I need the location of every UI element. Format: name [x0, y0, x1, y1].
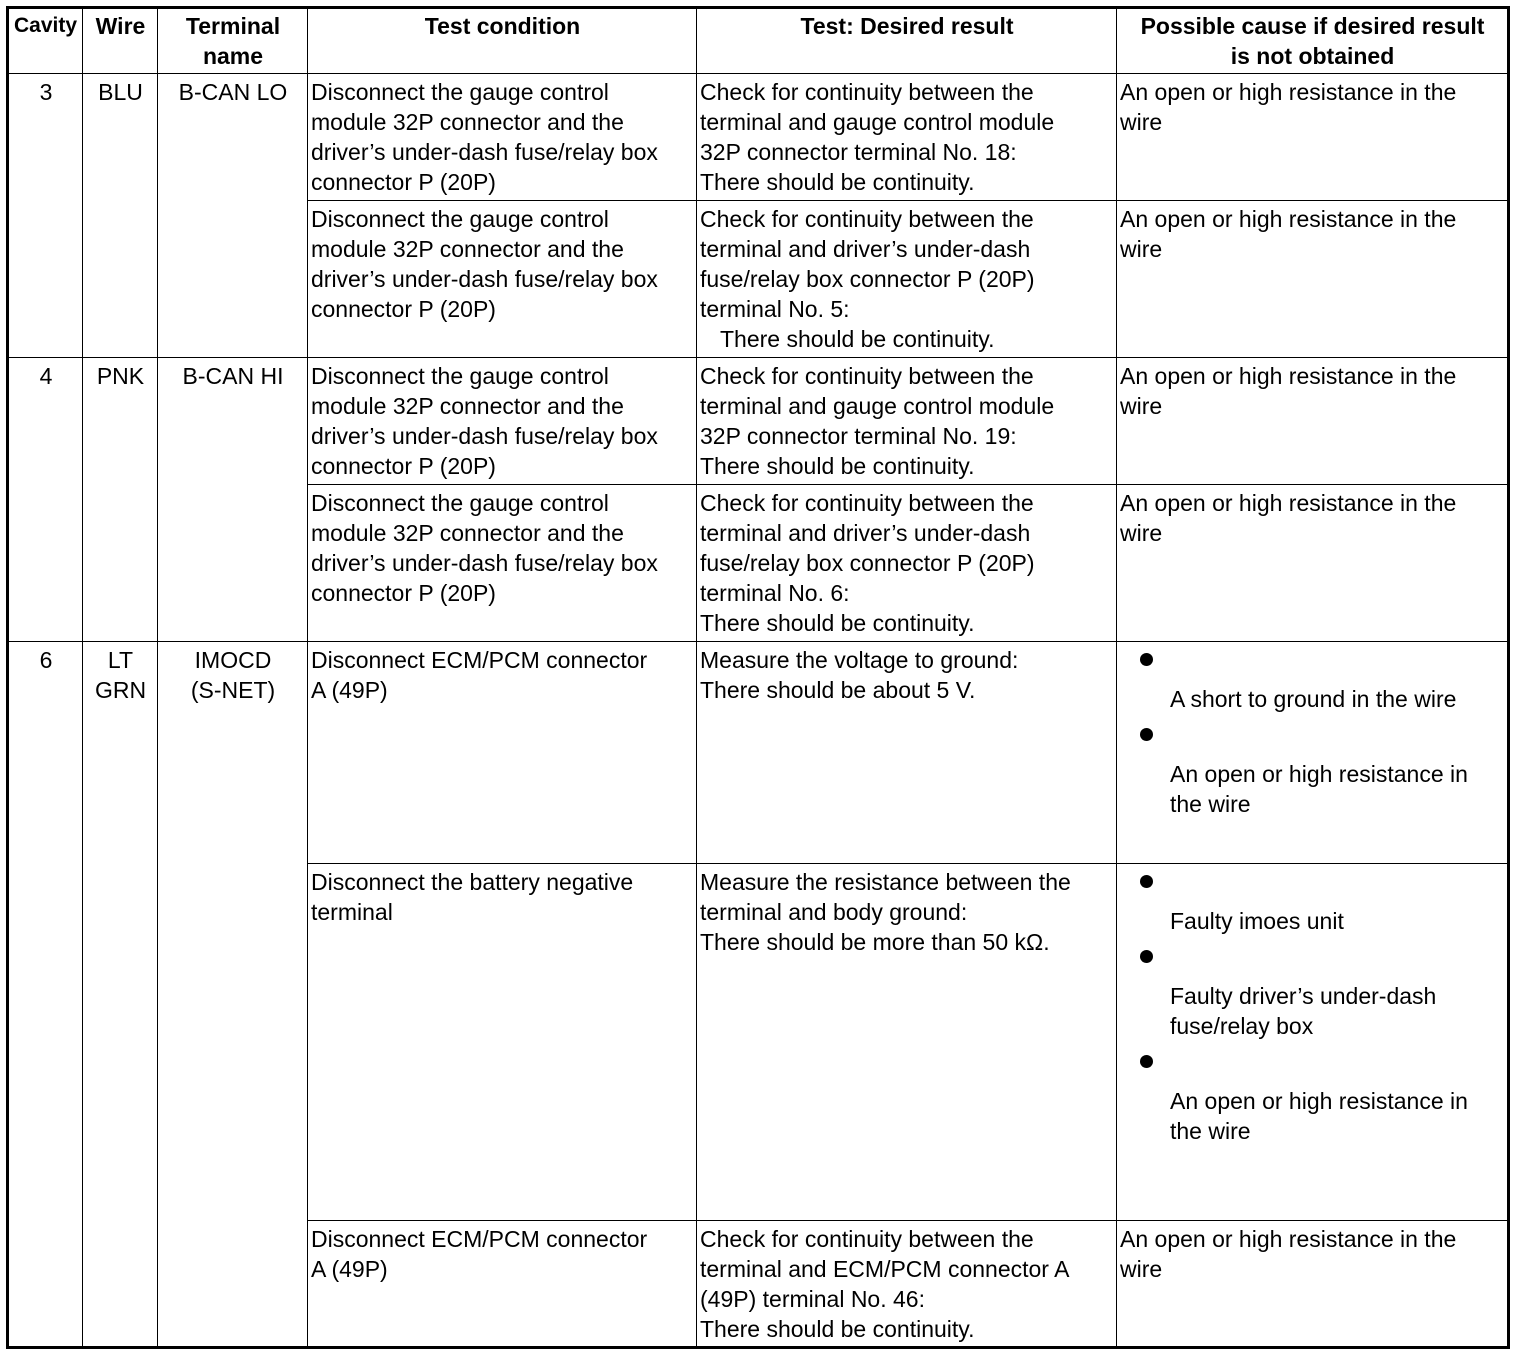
- cause-cell: [1117, 1221, 1509, 1348]
- cause-text: [1120, 906, 1505, 936]
- result-cell: [697, 485, 1117, 642]
- condition-line: driver’s under-dash fuse/relay box: [311, 266, 658, 292]
- cause-cell: [1117, 358, 1509, 485]
- result-cell: [697, 74, 1117, 201]
- result-line: terminal and body ground:: [700, 899, 968, 925]
- cavity-cell: 3: [8, 74, 83, 358]
- wire-line: LT: [107, 647, 134, 673]
- header-possible-cause: [1117, 8, 1509, 74]
- result-line: Measure the voltage to ground:: [700, 647, 1019, 673]
- condition-line: A (49P): [311, 1256, 388, 1282]
- cause-list-item: [1120, 875, 1505, 936]
- result-line: There should be about 5 V.: [700, 677, 976, 703]
- result-line: terminal and ECM/PCM connector A: [700, 1256, 1070, 1282]
- wire-cell: [83, 642, 158, 1348]
- cause-cell: [1117, 485, 1509, 642]
- cause-text: [1120, 981, 1505, 1041]
- bullet-icon: [1140, 1055, 1153, 1068]
- condition-line: connector P (20P): [311, 296, 496, 322]
- cause-line: wire: [1120, 1256, 1163, 1282]
- cause-list: [1120, 653, 1505, 819]
- condition-line: module 32P connector and the: [311, 236, 624, 262]
- condition-cell: [308, 864, 697, 1221]
- result-line: Check for continuity between the: [700, 79, 1034, 105]
- cause-line: the wire: [1170, 791, 1251, 817]
- condition-cell: [308, 201, 697, 358]
- bullet-icon: [1140, 950, 1153, 963]
- cause-cell: [1117, 201, 1509, 358]
- wire-test-table: [6, 6, 1510, 1349]
- result-cell: [697, 642, 1117, 864]
- condition-line: A (49P): [311, 677, 388, 703]
- terminal-line: B-CAN LO: [178, 79, 288, 105]
- header-terminal-line: name: [202, 43, 264, 69]
- cause-list-item: [1120, 950, 1505, 1041]
- bullet-icon: [1140, 875, 1153, 888]
- result-line: Measure the resistance between the: [700, 869, 1071, 895]
- result-cell: [697, 1221, 1117, 1348]
- cause-line: An open or high resistance in the: [1120, 490, 1457, 516]
- result-line: 32P connector terminal No. 19:: [700, 423, 1017, 449]
- result-line: terminal and driver’s under-dash: [700, 236, 1031, 262]
- condition-line: Disconnect the gauge control: [311, 490, 609, 516]
- header-cavity: Cavity: [8, 8, 83, 74]
- result-line: terminal No. 5:: [700, 296, 850, 322]
- condition-line: connector P (20P): [311, 169, 496, 195]
- cavity-cell: 6: [8, 642, 83, 1348]
- condition-line: Disconnect the gauge control: [311, 363, 609, 389]
- cause-text: [1120, 684, 1505, 714]
- result-line: Check for continuity between the: [700, 363, 1034, 389]
- header-desired-result: Test: Desired result: [697, 8, 1117, 74]
- condition-cell: [308, 74, 697, 201]
- result-line: Check for continuity between the: [700, 490, 1034, 516]
- terminal-line: B-CAN HI: [182, 363, 284, 389]
- table-row: [8, 74, 1509, 201]
- terminal-line: (S-NET): [190, 677, 276, 703]
- result-line: There should be continuity.: [700, 169, 975, 195]
- cause-line: An open or high resistance in: [1170, 1088, 1468, 1114]
- table-header: [8, 8, 1509, 74]
- cause-line: Faulty imoes unit: [1170, 908, 1344, 934]
- header-test-condition: Test condition: [308, 8, 697, 74]
- cause-line: Faulty driver’s under-dash: [1170, 983, 1437, 1009]
- cause-line: wire: [1120, 109, 1163, 135]
- condition-line: module 32P connector and the: [311, 520, 624, 546]
- condition-line: terminal: [311, 899, 393, 925]
- result-line: terminal and gauge control module: [700, 109, 1055, 135]
- result-line: 32P connector terminal No. 18:: [700, 139, 1017, 165]
- cause-text: [1120, 759, 1505, 819]
- result-line: Check for continuity between the: [700, 1226, 1034, 1252]
- cause-line: wire: [1120, 236, 1163, 262]
- wire-cell: [83, 358, 158, 642]
- condition-line: module 32P connector and the: [311, 109, 624, 135]
- result-line: terminal and driver’s under-dash: [700, 520, 1031, 546]
- condition-line: Disconnect ECM/PCM connector: [311, 1226, 648, 1252]
- terminal-cell: [158, 358, 308, 642]
- result-line: fuse/relay box connector P (20P): [700, 550, 1035, 576]
- result-line: (49P) terminal No. 46:: [700, 1286, 925, 1312]
- cause-line: An open or high resistance in: [1170, 761, 1468, 787]
- header-terminal-line: Terminal: [185, 13, 281, 39]
- wire-line: PNK: [96, 363, 145, 389]
- condition-line: Disconnect the gauge control: [311, 79, 609, 105]
- condition-cell: [308, 1221, 697, 1348]
- table-row: [8, 358, 1509, 485]
- condition-line: driver’s under-dash fuse/relay box: [311, 139, 658, 165]
- result-line: There should be more than 50 kΩ.: [700, 929, 1050, 955]
- condition-cell: [308, 358, 697, 485]
- cavity-cell: 4: [8, 358, 83, 642]
- condition-line: Disconnect the battery negative: [311, 869, 634, 895]
- cause-line: wire: [1120, 520, 1163, 546]
- cause-line: An open or high resistance in the: [1120, 206, 1457, 232]
- header-cause-line: Possible cause if desired result: [1140, 13, 1485, 39]
- result-line: terminal No. 6:: [700, 580, 850, 606]
- cause-line: wire: [1120, 393, 1163, 419]
- result-line: fuse/relay box connector P (20P): [700, 266, 1035, 292]
- condition-line: connector P (20P): [311, 580, 496, 606]
- result-line: There should be continuity.: [720, 326, 995, 352]
- condition-cell: [308, 642, 697, 864]
- terminal-line: IMOCD: [194, 647, 272, 673]
- condition-line: driver’s under-dash fuse/relay box: [311, 423, 658, 449]
- bullet-icon: [1140, 728, 1153, 741]
- table-body: [8, 74, 1509, 1348]
- cause-list-item: [1120, 1055, 1505, 1146]
- cause-line: An open or high resistance in the: [1120, 363, 1457, 389]
- cause-text: [1120, 1086, 1505, 1146]
- wire-line: GRN: [94, 677, 147, 703]
- condition-line: driver’s under-dash fuse/relay box: [311, 550, 658, 576]
- wire-test-table-container: [6, 6, 1510, 1349]
- header-wire: Wire: [83, 8, 158, 74]
- result-line: terminal and gauge control module: [700, 393, 1055, 419]
- condition-line: Disconnect ECM/PCM connector: [311, 647, 648, 673]
- result-line: Check for continuity between the: [700, 206, 1034, 232]
- header-terminal-name: [158, 8, 308, 74]
- cause-line: A short to ground in the wire: [1170, 686, 1457, 712]
- cause-line: the wire: [1170, 1118, 1251, 1144]
- terminal-cell: [158, 642, 308, 1348]
- cause-line: An open or high resistance in the: [1120, 1226, 1457, 1252]
- table-row: [8, 642, 1509, 864]
- cause-list: [1120, 875, 1505, 1146]
- cause-line: An open or high resistance in the: [1120, 79, 1457, 105]
- condition-cell: [308, 485, 697, 642]
- result-line: There should be continuity.: [700, 610, 975, 636]
- cause-list-item: [1120, 653, 1505, 714]
- bullet-icon: [1140, 653, 1153, 666]
- cause-list-item: [1120, 728, 1505, 819]
- wire-line: BLU: [98, 79, 143, 105]
- condition-line: module 32P connector and the: [311, 393, 624, 419]
- cause-cell: [1117, 642, 1509, 864]
- result-line: There should be continuity.: [700, 453, 975, 479]
- header-cause-line: is not obtained: [1230, 43, 1395, 69]
- result-cell: [697, 201, 1117, 358]
- terminal-cell: [158, 74, 308, 358]
- cause-cell: [1117, 74, 1509, 201]
- condition-line: connector P (20P): [311, 453, 496, 479]
- cause-line: fuse/relay box: [1170, 1013, 1314, 1039]
- result-line: There should be continuity.: [700, 1316, 975, 1342]
- wire-cell: [83, 74, 158, 358]
- result-cell: [697, 358, 1117, 485]
- condition-line: Disconnect the gauge control: [311, 206, 609, 232]
- result-cell: [697, 864, 1117, 1221]
- cause-cell: [1117, 864, 1509, 1221]
